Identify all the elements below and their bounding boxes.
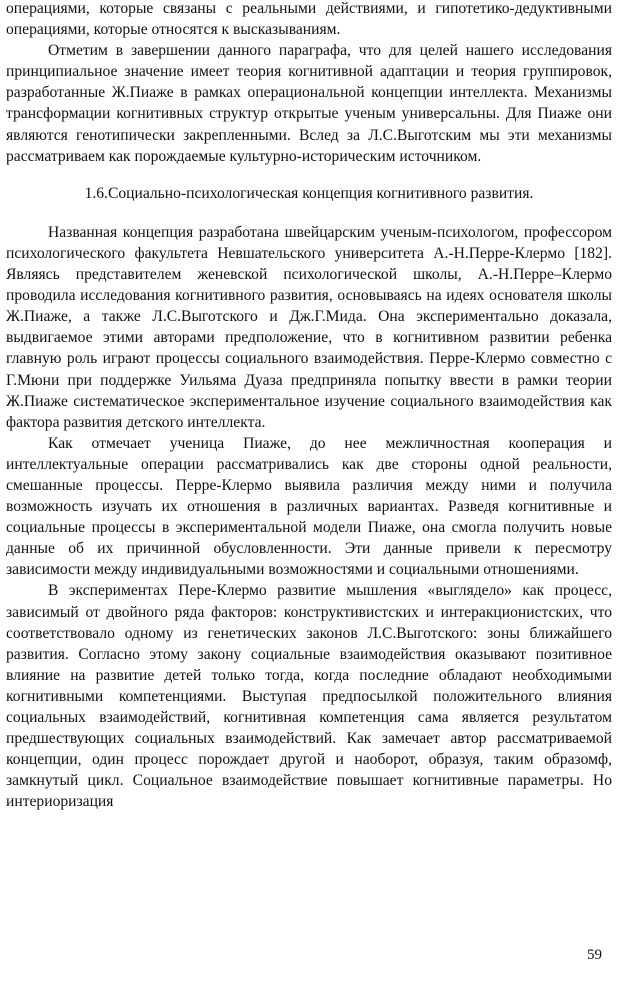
body-text <box>6 0 612 812</box>
page-number: 59 <box>587 947 602 963</box>
paragraph-concept-intro: Названная концепция разработана швейцарским ученым-психологом, профессором психологического факультета Невшательского университета А.-Н.Перре-Клермо [182]. Являясь представителем женевской психологической школы, А.-Н.Перре–Клермо проводила исследования когнитивного развития, основываясь на идеях основателя школы Ж.Пиаже, а также Л.С.Выготского и Дж.Г.Мида. Она экспериментально доказала, выдвигаемое этими авторами предположение, что в когнитивном развитии ребенка главную роль играют процессы социального взаимодействия. Перре-Клермо совместно с Г.Мюни при поддержке Уильяма Дуаза предприняла попытку ввести в рамки теории Ж.Пиаже систематическое экспериментальное изучение социального взаимодействия как фактора развития детского интеллекта. <box>6 223 612 431</box>
paragraph-continuation: операциями, которые связаны с реальными действиями, и гипотетико-дедуктивными операциями, которые относятся к высказываниям. <box>6 0 612 39</box>
paragraph-piaget-student: Как отмечает ученица Пиаже, до нее межличностная кооперация и интеллектуальные операции рассматривались как две стороны одной реальности, смешанные процессы. Перре-Клермо выявила различия между ними и получила возможность изучать их отношения в различных вариантах. Разведя когнитивные и социальные процессы в экспериментальной модели Пиаже, она смогла получить новые данные об их причинной обусловленности. Эти данные привели к пересмотру зависимости между индивидуальными возможностями и социальными отношениями. <box>6 434 612 579</box>
paragraph-experiments: В экспериментах Пере-Клермо развитие мышления «выглядело» как процесс, зависимый от двойного ряда факторов: конструктивистских и интеракционистских, что соответствовало одному из генетических законов Л.С.Выготского: зоны ближайшего развития. Согласно этому закону социальные взаимодействия оказывают позитивное влияние на развитие детей только тогда, когда последние обладают необходимыми когнитивными компетенциями. Выступая предпосылкой положительного влияния социальных взаимодействий, когнитивная компетенция сама является результатом предшествующих социальных взаимодействий. Как замечает автор рассматриваемой концепции, один процесс порождает другой и наоборот, образуя, таким образомф, замкнутый цикл. Социальное взаимодействие повышает когнитивные параметры. Но интериоризация <box>6 582 612 811</box>
paragraph-summary: Отметим в завершении данного параграфа, что для целей нашего исследования принципиальное значение имеет теория когнитивной адаптации и теория группировок, разработанные Ж.Пиаже в рамках операциональной концепции интеллекта. Механизмы трансформации когнитивных структур открытые ученым универсальны. Для Пиаже они являются генотипически закрепленными. Вслед за Л.С.Выготским мы эти механизмы рассматриваем как порождаемые культурно-историческим источником. <box>6 42 612 165</box>
section-heading: 1.6.Социально-психологическая концепция когнитивного развития. <box>84 184 534 202</box>
